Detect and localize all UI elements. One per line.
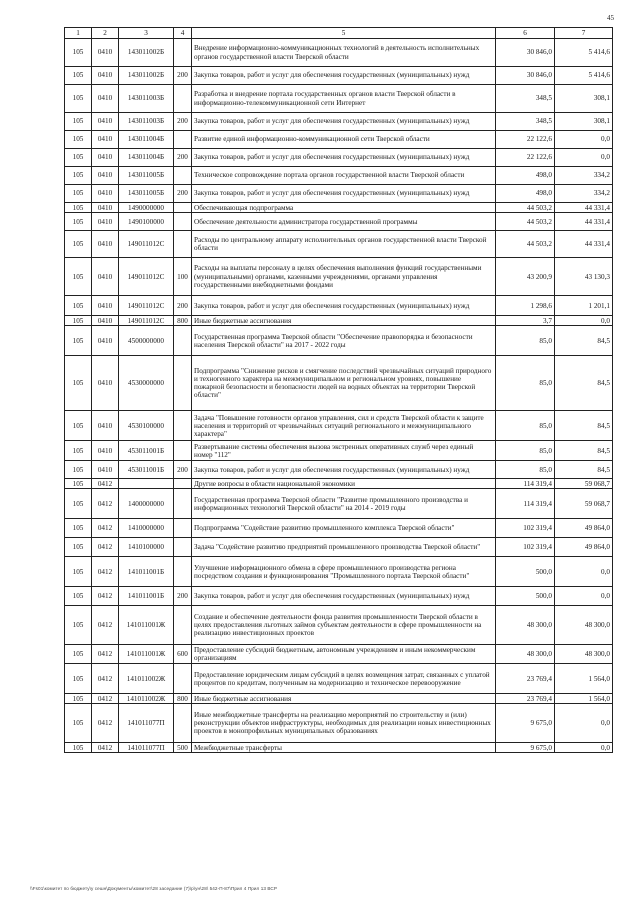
section-code-cell: 0410	[92, 316, 119, 326]
table-row	[65, 131, 613, 149]
expense-type-code-cell	[174, 519, 192, 538]
section-code-cell: 0410	[92, 326, 119, 356]
target-article-code-cell: 143011005Б	[119, 167, 174, 185]
executed-amount-cell: 334,2	[555, 167, 613, 185]
planned-amount-cell: 23 769,4	[496, 694, 555, 704]
expense-type-code-cell	[174, 557, 192, 587]
expense-description-cell: Закупка товаров, работ и услуг для обеспечения государственных (муниципальных) нужд	[192, 113, 496, 131]
expense-description-cell: Создание и обеспечение деятельности фонда развития промышленности Тверской области в целях предоставления льготных займов субъектам деятельности в сфере промышленности на реализацию инвестиционных проектов	[192, 606, 496, 645]
planned-amount-cell: 44 503,2	[496, 203, 555, 213]
section-code-cell: 0410	[92, 213, 119, 231]
planned-amount-cell: 498,0	[496, 185, 555, 203]
expense-type-code-cell: 200	[174, 149, 192, 167]
section-code-cell: 0412	[92, 664, 119, 694]
expense-description-cell: Обеспечение деятельности администратора государственной программы	[192, 213, 496, 231]
expense-type-code-cell	[174, 704, 192, 743]
target-article-code-cell: 4530100000	[119, 411, 174, 441]
ministry-code-cell: 105	[65, 538, 92, 557]
expense-type-code-cell	[174, 131, 192, 149]
section-code-cell: 0410	[92, 356, 119, 411]
section-code-cell: 0412	[92, 557, 119, 587]
ministry-code-cell: 105	[65, 203, 92, 213]
expense-type-code-cell	[174, 213, 192, 231]
expense-type-code-cell	[174, 167, 192, 185]
table-row	[65, 316, 613, 326]
expense-description-cell: Предоставление субсидий бюджетным, автономным учреждениям и иным некоммерческим организациям	[192, 645, 496, 664]
executed-amount-cell: 1 201,1	[555, 296, 613, 316]
expense-description-cell: Предоставление юридическим лицам субсидий в целях возмещения затрат, связанных с уплатой процентов по кредитам, полученным на модернизацию и техническое перевооружение	[192, 664, 496, 694]
planned-amount-cell: 348,5	[496, 113, 555, 131]
section-code-cell: 0412	[92, 743, 119, 753]
section-code-cell: 0410	[92, 131, 119, 149]
planned-amount-cell: 1 298,6	[496, 296, 555, 316]
ministry-code-cell: 105	[65, 185, 92, 203]
ministry-code-cell: 105	[65, 441, 92, 461]
target-article-code-cell: 149011012С	[119, 316, 174, 326]
planned-amount-cell: 348,5	[496, 85, 555, 113]
ministry-code-cell: 105	[65, 519, 92, 538]
column-header-4: 4	[174, 28, 192, 39]
table-row	[65, 39, 613, 67]
planned-amount-cell: 500,0	[496, 557, 555, 587]
ministry-code-cell: 105	[65, 231, 92, 258]
expense-type-code-cell	[174, 411, 192, 441]
section-code-cell: 0410	[92, 149, 119, 167]
target-article-code-cell: 141011077П	[119, 743, 174, 753]
ministry-code-cell: 105	[65, 85, 92, 113]
page-number: 45	[607, 14, 614, 22]
table-row	[65, 149, 613, 167]
table-row	[65, 441, 613, 461]
planned-amount-cell: 44 503,2	[496, 231, 555, 258]
expense-type-code-cell: 200	[174, 185, 192, 203]
section-code-cell: 0412	[92, 606, 119, 645]
executed-amount-cell: 1 564,0	[555, 664, 613, 694]
target-article-code-cell: 4500000000	[119, 326, 174, 356]
planned-amount-cell: 498,0	[496, 167, 555, 185]
table-row	[65, 704, 613, 743]
target-article-code-cell: 141011001Б	[119, 587, 174, 606]
target-article-code-cell	[119, 479, 174, 489]
section-code-cell: 0412	[92, 489, 119, 519]
target-article-code-cell: 453011001Б	[119, 441, 174, 461]
section-code-cell: 0410	[92, 296, 119, 316]
section-code-cell: 0410	[92, 411, 119, 441]
expense-description-cell: Задача "Повышение готовности органов управления, сил и средств Тверской области к защите населения и территорий от чрезвычайных ситуаций регионального и межмуниципального характера"	[192, 411, 496, 441]
planned-amount-cell: 85,0	[496, 461, 555, 479]
expense-type-code-cell: 100	[174, 258, 192, 296]
section-code-cell: 0410	[92, 231, 119, 258]
executed-amount-cell: 84,5	[555, 356, 613, 411]
planned-amount-cell: 30 846,0	[496, 67, 555, 85]
ministry-code-cell: 105	[65, 664, 92, 694]
column-header-5: 5	[192, 28, 496, 39]
executed-amount-cell: 0,0	[555, 316, 613, 326]
executed-amount-cell: 0,0	[555, 743, 613, 753]
ministry-code-cell: 105	[65, 645, 92, 664]
ministry-code-cell: 105	[65, 67, 92, 85]
target-article-code-cell: 143011003Б	[119, 85, 174, 113]
expense-description-cell: Государственная программа Тверской области "Обеспечение правопорядка и безопасности населения Тверской области" на 2017 - 2022 годы	[192, 326, 496, 356]
file-path-footer: \\Fs01\комитет по бюджету\у сешн\Документы\комитет\28 заседание (7)\р\ун\28\ 542-П-87\Прил 4 Прил 13 ВСР	[30, 886, 277, 891]
target-article-code-cell: 4530000000	[119, 356, 174, 411]
table-row	[65, 203, 613, 213]
expense-description-cell: Закупка товаров, работ и услуг для обеспечения государственных (муниципальных) нужд	[192, 587, 496, 606]
planned-amount-cell: 114 319,4	[496, 479, 555, 489]
executed-amount-cell: 0,0	[555, 149, 613, 167]
expense-type-code-cell	[174, 356, 192, 411]
ministry-code-cell: 105	[65, 479, 92, 489]
table-row	[65, 258, 613, 296]
expense-type-code-cell	[174, 606, 192, 645]
ministry-code-cell: 105	[65, 489, 92, 519]
target-article-code-cell: 141011001Б	[119, 557, 174, 587]
expense-description-cell: Закупка товаров, работ и услуг для обеспечения государственных (муниципальных) нужд	[192, 185, 496, 203]
target-article-code-cell: 143011002Б	[119, 67, 174, 85]
planned-amount-cell: 9 675,0	[496, 743, 555, 753]
expense-description-cell: Обеспечивающая подпрограмма	[192, 203, 496, 213]
section-code-cell: 0410	[92, 113, 119, 131]
target-article-code-cell: 1490100000	[119, 213, 174, 231]
expense-description-cell: Иные бюджетные ассигнования	[192, 316, 496, 326]
ministry-code-cell: 105	[65, 743, 92, 753]
table-row	[65, 67, 613, 85]
planned-amount-cell: 102 319,4	[496, 538, 555, 557]
table-row	[65, 645, 613, 664]
expense-type-code-cell	[174, 441, 192, 461]
expense-type-code-cell: 200	[174, 461, 192, 479]
expense-description-cell: Межбюджетные трансферты	[192, 743, 496, 753]
table-row	[65, 489, 613, 519]
planned-amount-cell: 23 769,4	[496, 664, 555, 694]
planned-amount-cell: 9 675,0	[496, 704, 555, 743]
expense-type-code-cell	[174, 326, 192, 356]
expense-description-cell: Расходы по центральному аппарату исполнительных органов государственной власти Тверской области	[192, 231, 496, 258]
ministry-code-cell: 105	[65, 326, 92, 356]
target-article-code-cell: 141011002Ж	[119, 694, 174, 704]
table-row	[65, 326, 613, 356]
table-row	[65, 411, 613, 441]
expense-type-code-cell: 800	[174, 694, 192, 704]
target-article-code-cell: 141011002Ж	[119, 664, 174, 694]
planned-amount-cell: 85,0	[496, 441, 555, 461]
target-article-code-cell: 149011012С	[119, 231, 174, 258]
ministry-code-cell: 105	[65, 587, 92, 606]
table-header-row	[65, 28, 613, 39]
section-code-cell: 0412	[92, 519, 119, 538]
executed-amount-cell: 48 300,0	[555, 645, 613, 664]
table-row	[65, 587, 613, 606]
ministry-code-cell: 105	[65, 606, 92, 645]
table-row	[65, 606, 613, 645]
column-header-3: 3	[119, 28, 174, 39]
executed-amount-cell: 0,0	[555, 131, 613, 149]
target-article-code-cell: 141011077П	[119, 704, 174, 743]
planned-amount-cell: 48 300,0	[496, 645, 555, 664]
expense-type-code-cell	[174, 479, 192, 489]
target-article-code-cell: 453011001Б	[119, 461, 174, 479]
expense-description-cell: Техническое сопровождение портала органов государственной власти Тверской области	[192, 167, 496, 185]
section-code-cell: 0412	[92, 538, 119, 557]
target-article-code-cell: 1400000000	[119, 489, 174, 519]
expense-type-code-cell	[174, 538, 192, 557]
expense-description-cell: Подпрограмма "Снижение рисков и смягчение последствий чрезвычайных ситуаций природного и техногенного характера на межмуниципальном и региональном уровнях, повышение пожарной безопасности и безопасности людей на водных объектах на территории Тверской области"	[192, 356, 496, 411]
executed-amount-cell: 84,5	[555, 326, 613, 356]
executed-amount-cell: 44 331,4	[555, 213, 613, 231]
table-row	[65, 85, 613, 113]
table-row	[65, 461, 613, 479]
expense-description-cell: Внедрение информационно-коммуникационных технологий в деятельность исполнительных органов государственной власти Тверской области	[192, 39, 496, 67]
expense-description-cell: Улучшение информационного обмена в сфере промышленного производства региона посредством создания и функционирования "Промышленного портала Тверской области"	[192, 557, 496, 587]
planned-amount-cell: 85,0	[496, 326, 555, 356]
table-row	[65, 557, 613, 587]
ministry-code-cell: 105	[65, 316, 92, 326]
ministry-code-cell: 105	[65, 356, 92, 411]
ministry-code-cell: 105	[65, 296, 92, 316]
target-article-code-cell: 141011001Ж	[119, 606, 174, 645]
section-code-cell: 0410	[92, 258, 119, 296]
expense-description-cell: Государственная программа Тверской области "Развитие промышленного производства и информационных технологий Тверской области" на 2014 - 2019 годы	[192, 489, 496, 519]
expense-description-cell: Иные бюджетные ассигнования	[192, 694, 496, 704]
expense-description-cell: Задача "Содействие развитию предприятий промышленного производства Тверской области"	[192, 538, 496, 557]
ministry-code-cell: 105	[65, 131, 92, 149]
ministry-code-cell: 105	[65, 149, 92, 167]
ministry-code-cell: 105	[65, 694, 92, 704]
expense-type-code-cell	[174, 231, 192, 258]
section-code-cell: 0410	[92, 185, 119, 203]
executed-amount-cell: 49 864,0	[555, 538, 613, 557]
section-code-cell: 0412	[92, 645, 119, 664]
planned-amount-cell: 22 122,6	[496, 149, 555, 167]
executed-amount-cell: 84,5	[555, 461, 613, 479]
expense-description-cell: Другие вопросы в области национальной экономики	[192, 479, 496, 489]
executed-amount-cell: 84,5	[555, 411, 613, 441]
expense-type-code-cell: 200	[174, 296, 192, 316]
expense-type-code-cell: 600	[174, 645, 192, 664]
target-article-code-cell: 1410000000	[119, 519, 174, 538]
target-article-code-cell: 1490000000	[119, 203, 174, 213]
table-row	[65, 479, 613, 489]
ministry-code-cell: 105	[65, 113, 92, 131]
table-row	[65, 538, 613, 557]
expense-description-cell: Развертывание системы обеспечения вызова экстренных оперативных служб через единый номер "112"	[192, 441, 496, 461]
expense-description-cell: Закупка товаров, работ и услуг для обеспечения государственных (муниципальных) нужд	[192, 149, 496, 167]
executed-amount-cell: 308,1	[555, 113, 613, 131]
executed-amount-cell: 5 414,6	[555, 67, 613, 85]
section-code-cell: 0410	[92, 441, 119, 461]
expense-description-cell: Закупка товаров, работ и услуг для обеспечения государственных (муниципальных) нужд	[192, 461, 496, 479]
executed-amount-cell: 59 068,7	[555, 489, 613, 519]
planned-amount-cell: 114 319,4	[496, 489, 555, 519]
executed-amount-cell: 59 068,7	[555, 479, 613, 489]
executed-amount-cell: 84,5	[555, 441, 613, 461]
target-article-code-cell: 143011002Б	[119, 39, 174, 67]
planned-amount-cell: 500,0	[496, 587, 555, 606]
expense-description-cell: Подпрограмма "Содействие развитию промышленного комплекса Тверской области"	[192, 519, 496, 538]
planned-amount-cell: 102 319,4	[496, 519, 555, 538]
column-header-6: 6	[496, 28, 555, 39]
executed-amount-cell: 48 300,0	[555, 606, 613, 645]
executed-amount-cell: 5 414,6	[555, 39, 613, 67]
executed-amount-cell: 0,0	[555, 587, 613, 606]
table-row	[65, 356, 613, 411]
planned-amount-cell: 85,0	[496, 356, 555, 411]
executed-amount-cell: 0,0	[555, 557, 613, 587]
planned-amount-cell: 44 503,2	[496, 213, 555, 231]
target-article-code-cell: 143011004Б	[119, 149, 174, 167]
planned-amount-cell: 30 846,0	[496, 39, 555, 67]
target-article-code-cell: 143011003Б	[119, 113, 174, 131]
ministry-code-cell: 105	[65, 557, 92, 587]
executed-amount-cell: 308,1	[555, 85, 613, 113]
expense-description-cell: Разработка и внедрение портала государственных органов власти Тверской области в информационно-телекоммуникационной сети Интернет	[192, 85, 496, 113]
ministry-code-cell: 105	[65, 411, 92, 441]
section-code-cell: 0410	[92, 85, 119, 113]
section-code-cell: 0410	[92, 461, 119, 479]
section-code-cell: 0410	[92, 39, 119, 67]
executed-amount-cell: 49 864,0	[555, 519, 613, 538]
ministry-code-cell: 105	[65, 704, 92, 743]
expense-description-cell: Закупка товаров, работ и услуг для обеспечения государственных (муниципальных) нужд	[192, 296, 496, 316]
table-row	[65, 185, 613, 203]
expense-type-code-cell: 800	[174, 316, 192, 326]
column-header-1: 1	[65, 28, 92, 39]
expense-type-code-cell	[174, 85, 192, 113]
expense-type-code-cell	[174, 39, 192, 67]
section-code-cell: 0410	[92, 67, 119, 85]
executed-amount-cell: 43 130,3	[555, 258, 613, 296]
executed-amount-cell: 0,0	[555, 704, 613, 743]
expense-type-code-cell	[174, 489, 192, 519]
target-article-code-cell: 149011012С	[119, 296, 174, 316]
table-row	[65, 231, 613, 258]
target-article-code-cell: 143011005Б	[119, 185, 174, 203]
expense-type-code-cell	[174, 664, 192, 694]
table-row	[65, 743, 613, 753]
planned-amount-cell: 48 300,0	[496, 606, 555, 645]
executed-amount-cell: 1 564,0	[555, 694, 613, 704]
section-code-cell: 0410	[92, 167, 119, 185]
column-header-2: 2	[92, 28, 119, 39]
section-code-cell: 0412	[92, 704, 119, 743]
section-code-cell: 0410	[92, 203, 119, 213]
section-code-cell: 0412	[92, 694, 119, 704]
column-header-7: 7	[555, 28, 613, 39]
target-article-code-cell: 143011004Б	[119, 131, 174, 149]
ministry-code-cell: 105	[65, 213, 92, 231]
budget-table	[64, 27, 613, 753]
expense-type-code-cell: 500	[174, 743, 192, 753]
table-row	[65, 519, 613, 538]
expense-description-cell: Расходы на выплаты персоналу в целях обеспечения выполнения функций государственными (муниципальными) органами, казенными учреждениями, органами управления государственными внебюджетными фондами	[192, 258, 496, 296]
ministry-code-cell: 105	[65, 167, 92, 185]
executed-amount-cell: 334,2	[555, 185, 613, 203]
ministry-code-cell: 105	[65, 39, 92, 67]
planned-amount-cell: 22 122,6	[496, 131, 555, 149]
executed-amount-cell: 44 331,4	[555, 231, 613, 258]
planned-amount-cell: 3,7	[496, 316, 555, 326]
table-row	[65, 694, 613, 704]
expense-description-cell: Развитие единой информационно-коммуникационной сети Тверской области	[192, 131, 496, 149]
expense-description-cell: Иные межбюджетные трансферты на реализацию мероприятий по строительству и (или) реконструкции объектов инфраструктуры, необходимых для реализации новых инвестиционных проектов в монопрофильных муниципальных образованиях	[192, 704, 496, 743]
expense-type-code-cell: 200	[174, 67, 192, 85]
expense-type-code-cell: 200	[174, 113, 192, 131]
section-code-cell: 0412	[92, 479, 119, 489]
table-row	[65, 213, 613, 231]
table-row	[65, 113, 613, 131]
target-article-code-cell: 149011012С	[119, 258, 174, 296]
expense-type-code-cell	[174, 203, 192, 213]
expense-description-cell: Закупка товаров, работ и услуг для обеспечения государственных (муниципальных) нужд	[192, 67, 496, 85]
expense-type-code-cell: 200	[174, 587, 192, 606]
target-article-code-cell: 1410100000	[119, 538, 174, 557]
target-article-code-cell: 141011001Ж	[119, 645, 174, 664]
section-code-cell: 0412	[92, 587, 119, 606]
executed-amount-cell: 44 331,4	[555, 203, 613, 213]
ministry-code-cell: 105	[65, 461, 92, 479]
table-row	[65, 664, 613, 694]
planned-amount-cell: 43 200,9	[496, 258, 555, 296]
ministry-code-cell: 105	[65, 258, 92, 296]
planned-amount-cell: 85,0	[496, 411, 555, 441]
table-row	[65, 296, 613, 316]
table-row	[65, 167, 613, 185]
